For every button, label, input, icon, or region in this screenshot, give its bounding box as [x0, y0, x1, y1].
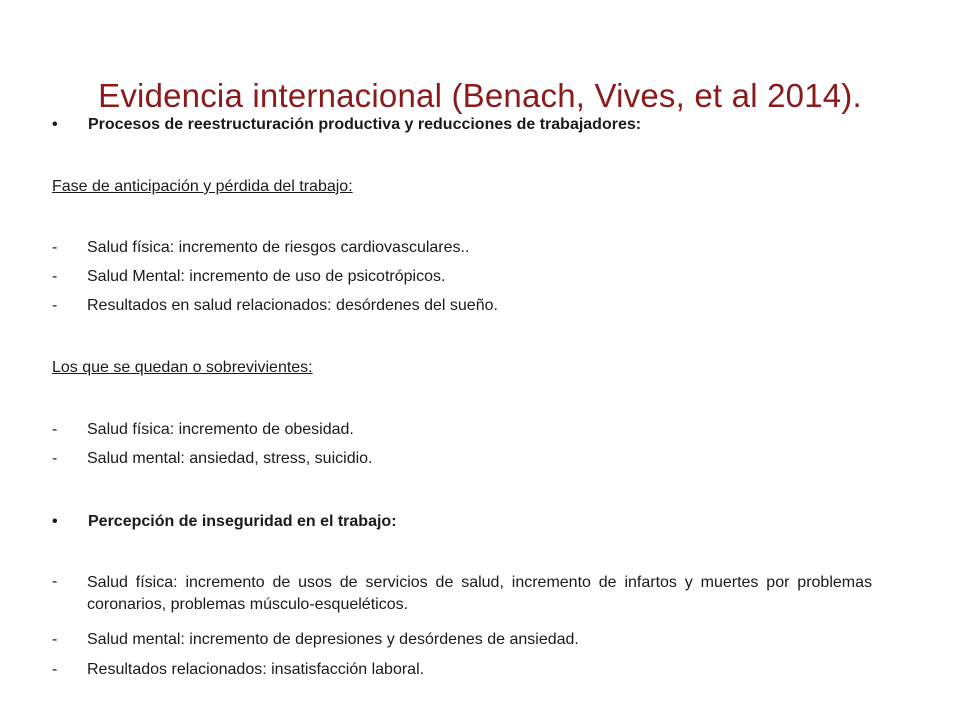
dash-icon: -: [52, 268, 58, 285]
dash-icon: -: [52, 239, 58, 256]
list-item-text: Resultados en salud relacionados: desórdenes del sueño.: [87, 297, 498, 314]
list-item-text: Salud física: incremento de riesgos cardiovasculares..: [87, 239, 470, 256]
list-item: [52, 449, 372, 469]
list-item-text: Resultados relacionados: insatisfacción laboral.: [87, 661, 425, 678]
dash-icon: -: [52, 573, 58, 590]
slide-title: Evidencia internacional (Benach, Vives, et al 2014).: [98, 77, 862, 114]
list-item: [52, 238, 469, 258]
bullet-icon: •: [52, 513, 58, 530]
bullet-insecurity: [52, 512, 397, 532]
dash-icon: -: [52, 661, 58, 678]
bullet-restructuring: [52, 115, 641, 135]
list-item: [52, 267, 445, 287]
list-item: [52, 420, 354, 440]
bullet-text: Procesos de reestructuración productiva y reducciones de trabajadores:: [88, 116, 642, 133]
list-item: [52, 630, 579, 650]
list-item-text: Salud física: incremento de obesidad.: [87, 421, 354, 438]
list-item-text: Salud mental: ansiedad, stress, suicidio.: [87, 450, 373, 467]
list-item: [52, 572, 872, 616]
subheading-anticipation: Fase de anticipación y pérdida del trabajo:: [52, 178, 353, 195]
dash-icon: -: [52, 631, 58, 648]
list-item-text: Salud mental: incremento de depresiones y desórdenes de ansiedad.: [87, 631, 579, 648]
dash-icon: -: [52, 421, 58, 438]
dash-icon: -: [52, 297, 58, 314]
bullet-icon: •: [52, 116, 58, 133]
list-item-text: Salud física: incremento de usos de servicios de salud, incremento de infartos y muertes por problemas coronarios, problemas músculo-esqueléticos.: [87, 574, 872, 613]
list-item: [52, 660, 424, 680]
list-item: [52, 296, 498, 316]
list-item-text: Salud Mental: incremento de uso de psicotrópicos.: [87, 268, 446, 285]
bullet-text: Percepción de inseguridad en el trabajo:: [88, 513, 397, 530]
dash-icon: -: [52, 450, 58, 467]
subheading-survivors: Los que se quedan o sobrevivientes:: [52, 359, 313, 376]
